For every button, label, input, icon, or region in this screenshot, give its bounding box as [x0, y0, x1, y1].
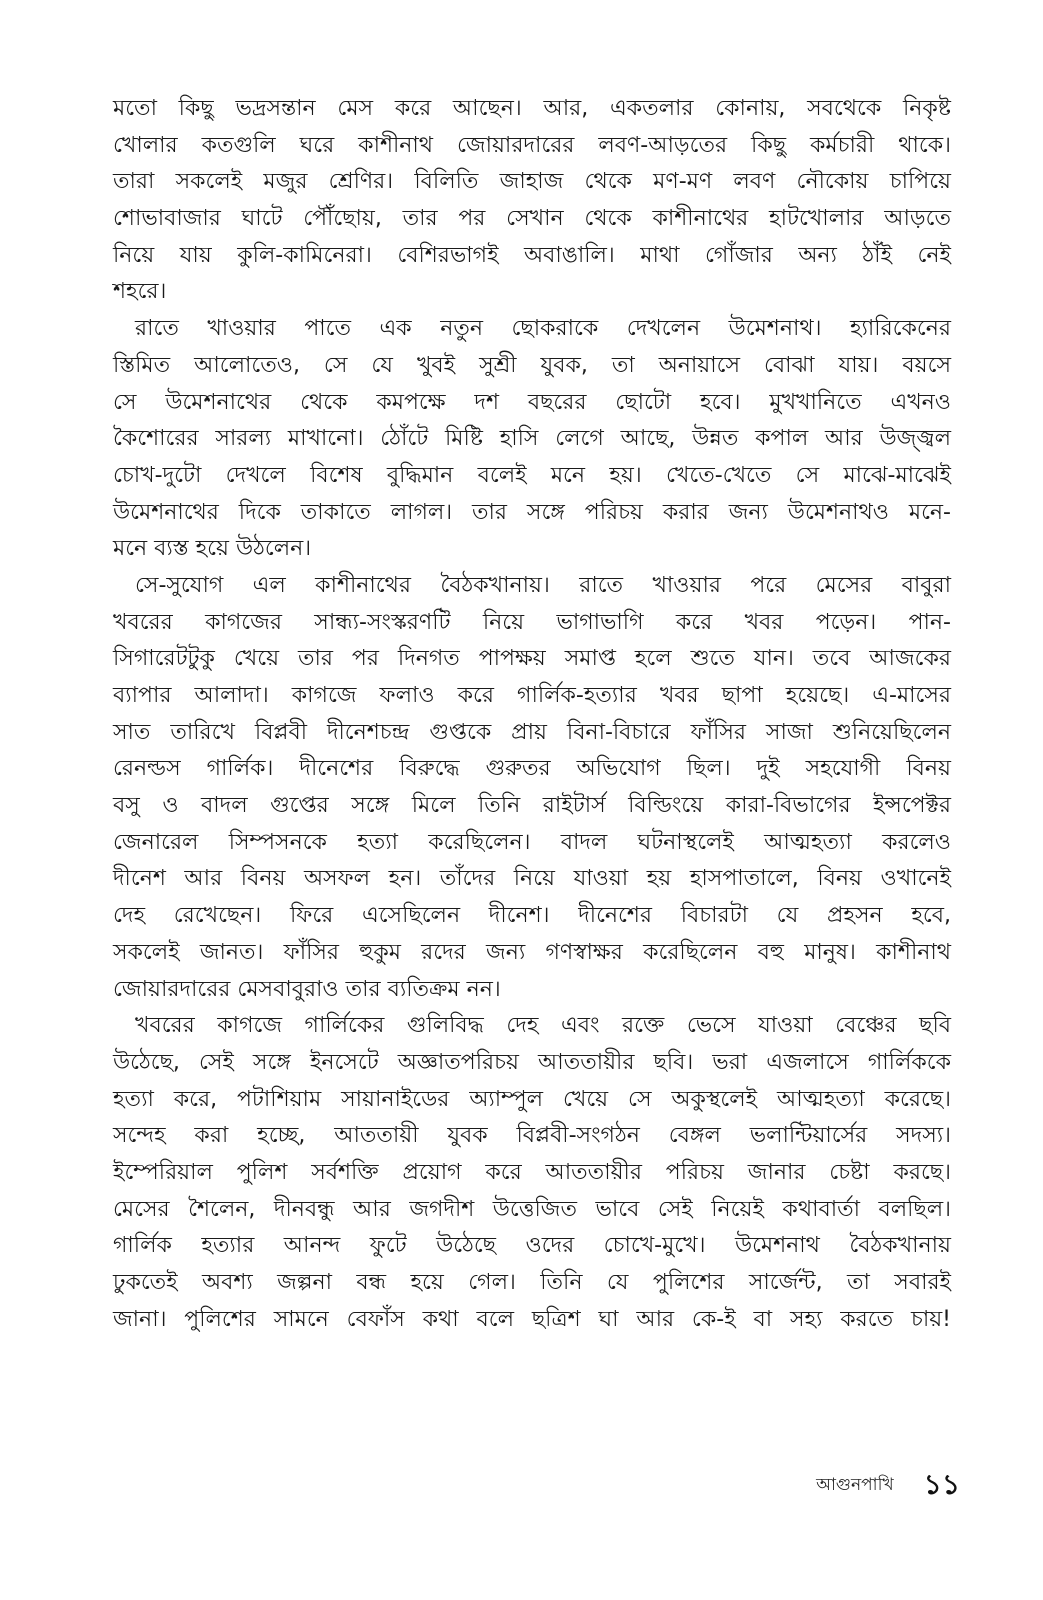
text-line: মেসের শৈলেন, দীনবন্ধু আর জগদীশ উত্তেজিত ভাবে সেই নিয়েই কথাবার্তা বলছিল। — [113, 1196, 951, 1222]
text-line: জোয়ারদারের মেসবাবুরাও তার ব্যতিক্রম নন। — [113, 976, 501, 1002]
text-line: ব্যাপার আলাদা। কাগজে ফলাও করে গার্লিক-হত্যার খবর ছাপা হয়েছে। এ-মাসের — [113, 683, 951, 708]
page-number: ১১ — [923, 1467, 960, 1501]
text-line: তারা সকলেই মজুর শ্রেণির। বিলিতি জাহাজ থেকে মণ-মণ লবণ নৌকোয় চাপিয়ে — [113, 169, 951, 195]
text-line: জানা। পুলিশের সামনে বেফাঁস কথা বলে ছত্রিশ ঘা আর কে-ই বা সহ্য করতে চায়! — [113, 1306, 951, 1332]
text-line: দেহ রেখেছেন। ফিরে এসেছিলেন দীনেশ। দীনেশের বিচারটা যে প্রহসন হবে, — [113, 903, 951, 929]
text-line: উমেশনাথের দিকে তাকাতে লাগল। তার সঙ্গে পরিচয় করার জন্য উমেশনাথও মনে- — [113, 499, 951, 525]
text-line: রেনল্ডস গার্লিক। দীনেশের বিরুদ্ধে গুরুতর অভিযোগ ছিল। দুই সহযোগী বিনয় — [113, 756, 951, 782]
text-line: ইম্পেরিয়াল পুলিশ সর্বশক্তি প্রয়োগ করে আততায়ীর পরিচয় জানার চেষ্টা করছে। — [113, 1159, 951, 1185]
text-line: স্তিমিত আলোতেও, সে যে খুবই সুশ্রী যুবক, তা অনায়াসে বোঝা যায়। বয়সে — [113, 352, 951, 378]
text-line: খবরের কাগজে গার্লিকের গুলিবিদ্ধ দেহ এবং রক্তে ভেসে যাওয়া বেঞ্চের ছবি — [135, 1013, 951, 1039]
text-line: মনে ব্যস্ত হয়ে উঠলেন। — [113, 536, 312, 562]
text-line: ঢুকতেই অবশ্য জল্পনা বন্ধ হয়ে গেল। তিনি যে পুলিশের সার্জেন্ট, তা সবারই — [113, 1270, 951, 1295]
text-line: সন্দেহ করা হচ্ছে, আততায়ী যুবক বিপ্লবী-সংগঠন বেঙ্গল ভলান্টিয়ার্সের সদস্য। — [113, 1123, 951, 1149]
text-line: খোলার কতগুলি ঘরে কাশীনাথ জোয়ারদারের লবণ-আড়তের কিছু কর্মচারী থাকে। — [113, 132, 951, 158]
text-line: মতো কিছু ভদ্রসন্তান মেস করে আছেন। আর, একতলার কোনায়, সবথেকে নিকৃষ্ট — [113, 96, 951, 121]
text-line: শোভাবাজার ঘাটে পৌঁছোয়, তার পর সেখান থেকে কাশীনাথের হাটখোলার আড়তে — [113, 206, 951, 232]
text-line: সে-সুযোগ এল কাশীনাথের বৈঠকখানায়। রাতে খাওয়ার পরে মেসের বাবুরা — [135, 572, 951, 598]
text-line: শহরে। — [113, 279, 167, 305]
text-line: হত্যা করে, পটাশিয়াম সায়ানাইডের অ্যাম্পুল খেয়ে সে অকুস্থলেই আত্মহত্যা করেছে। — [113, 1086, 951, 1112]
text-line: চোখ-দুটো দেখলে বিশেষ বুদ্ধিমান বলেই মনে হয়। খেতে-খেতে সে মাঝে-মাঝেই — [113, 462, 951, 488]
running-title: আগুনপাখি — [816, 1475, 894, 1495]
page-footer — [800, 1466, 960, 1506]
text-line: সিগারেটটুকু খেয়ে তার পর দিনগত পাপক্ষয় সমাপ্ত হলে শুতে যান। তবে আজকের — [113, 646, 951, 672]
text-line: কৈশোরের সারল্য মাখানো। ঠোঁটে মিষ্টি হাসি লেগে আছে, উন্নত কপাল আর উজ্জ্বল — [113, 426, 951, 452]
text-line: সাত তারিখে বিপ্লবী দীনেশচন্দ্র গুপ্তকে প্রায় বিনা-বিচারে ফাঁসির সাজা শুনিয়েছিলেন — [113, 719, 951, 745]
text-line: নিয়ে যায় কুলি-কামিনেরা। বেশিরভাগই অবাঙালি। মাথা গোঁজার অন্য ঠাঁই নেই — [113, 242, 951, 268]
text-line: দীনেশ আর বিনয় অসফল হন। তাঁদের নিয়ে যাওয়া হয় হাসপাতালে, বিনয় ওখানেই — [113, 866, 951, 892]
text-line: জেনারেল সিম্পসনকে হত্যা করেছিলেন। বাদল ঘটনাস্থলেই আত্মহত্যা করলেও — [113, 829, 951, 855]
page-body — [113, 91, 951, 1338]
text-line: উঠেছে, সেই সঙ্গে ইনসেটে অজ্ঞাতপরিচয় আততায়ীর ছবি। ভরা এজলাসে গার্লিককে — [113, 1049, 951, 1075]
text-line: গার্লিক হত্যার আনন্দ ফুটে উঠেছে ওদের চোখে-মুখে। উমেশনাথ বৈঠকখানায় — [113, 1233, 951, 1259]
text-line: খবরের কাগজের সান্ধ্য-সংস্করণটি নিয়ে ভাগাভাগি করে খবর পড়েন। পান- — [113, 609, 951, 635]
text-line: সে উমেশনাথের থেকে কমপক্ষে দশ বছরের ছোটো হবে। মুখখানিতে এখনও — [113, 389, 951, 415]
text-line: সকলেই জানত। ফাঁসির হুকুম রদের জন্য গণস্বাক্ষর করেছিলেন বহু মানুষ। কাশীনাথ — [113, 939, 951, 965]
text-line: রাতে খাওয়ার পাতে এক নতুন ছোকরাকে দেখলেন উমেশনাথ। হ্যারিকেনের — [135, 316, 951, 342]
text-line: বসু ও বাদল গুপ্তের সঙ্গে মিলে তিনি রাইটার্স বিল্ডিংয়ে কারা-বিভাগের ইন্সপেক্টর — [113, 793, 951, 819]
